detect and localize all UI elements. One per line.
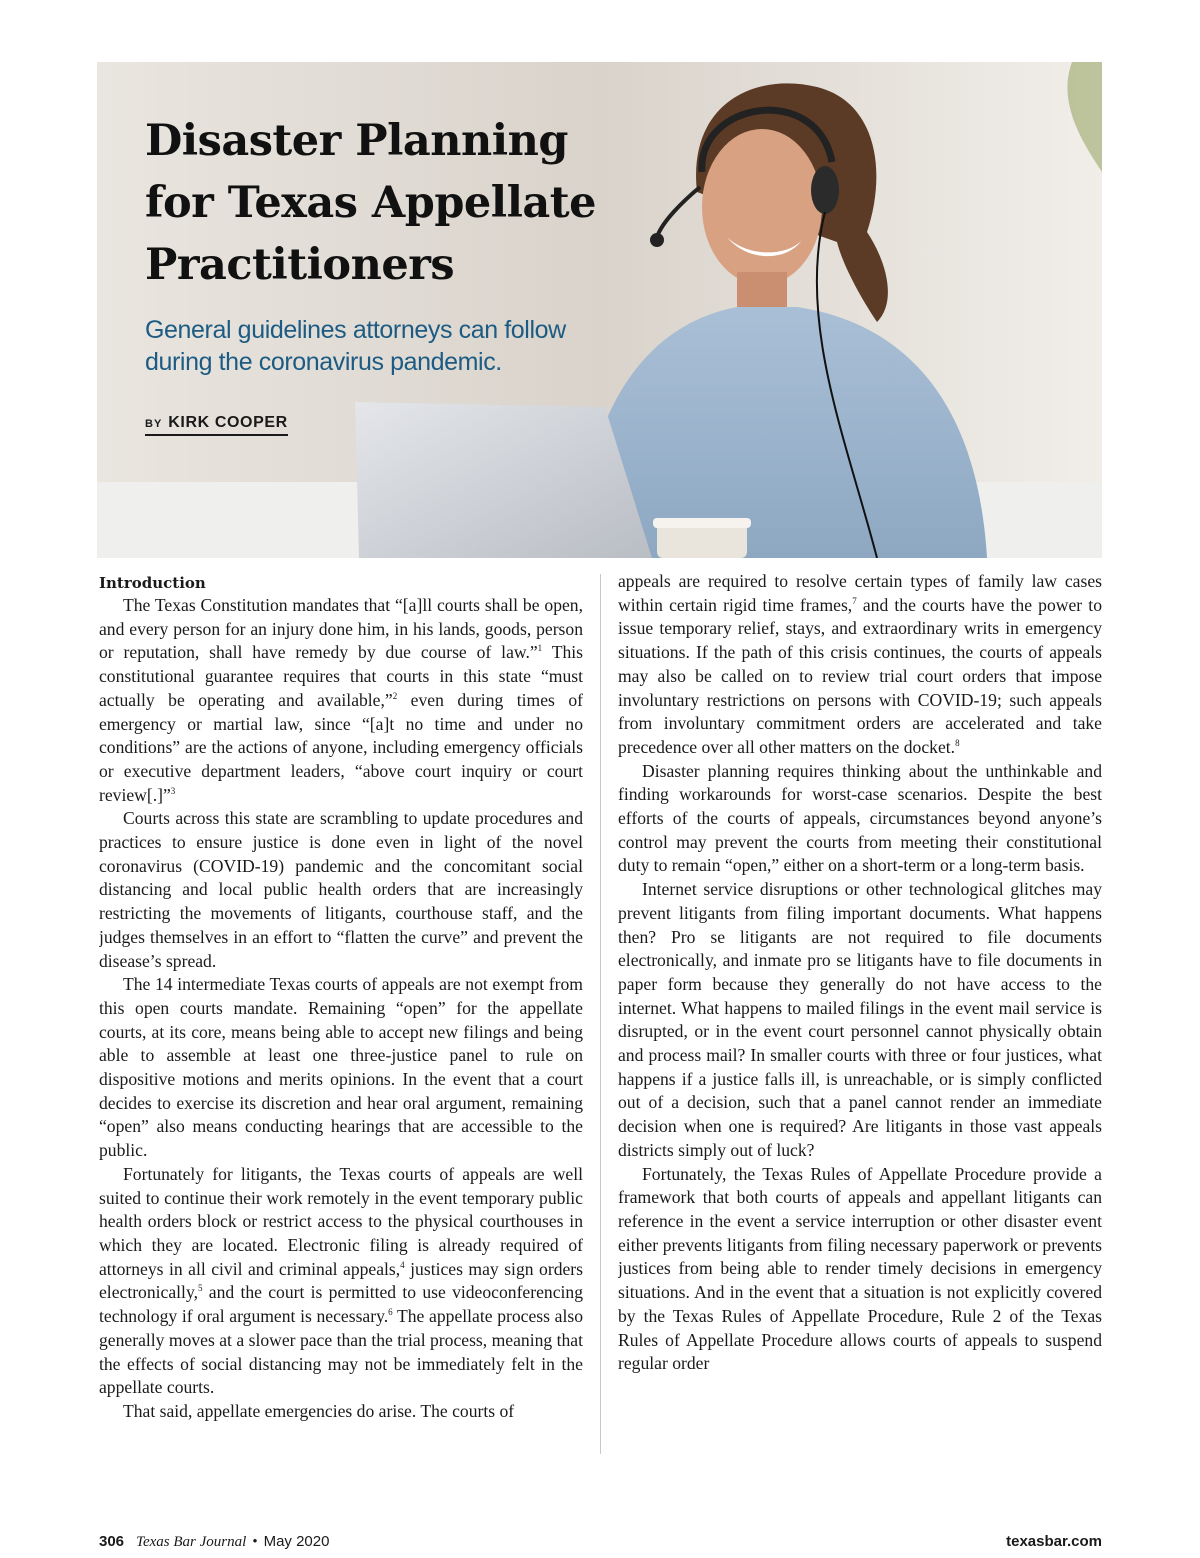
issue-date: May 2020 (263, 1533, 330, 1550)
paragraph: Disaster planning requires thinking about the unthinkable and finding workarounds for worst-case scenarios. Despite the best efforts of the courts of appeals, circumstances beyond anyone’s control may prevent the courts from meeting their constitutional duty to remain “open,” either on a short-term or a long-term basis. (618, 760, 1102, 876)
paragraph: That said, appellate emergencies do arise. The courts of (123, 1400, 515, 1421)
hero-image (97, 62, 1102, 558)
paragraph: Internet service disruptions or other technological glitches may prevent litigants from filing important documents. What happens then? Pro se litigants are not required to file documents electronically, and inmate pro se litigants have to file documents in paper form because they generally do not have access to the internet. What happens to mailed filings in the event mail service is disrupted, or in the event court personnel cannot physically obtain and process mail? In smaller courts with three or four justices, what happens if a justice falls ill, is unreachable, or is simply conflicted out of a decision, such that a panel cannot render an immediate decision when one is required? Are litigants in those vast appeals districts simply out of luck? (618, 879, 1102, 1160)
paragraph: The Texas Constitution mandates that “[a]ll courts shall be open, and every person for an injury done him, in his lands, goods, person or reputation, shall have remedy by due course of law.”$^1$ This constitutional guarantee requires that courts in this state “must actually be operating and available,”$^2$ even during times of emergency or martial law, since “[a]t no time and under no conditions” are the actions of anyone, including emergency officials or executive department leaders, “above court inquiry or court review[.]”$^3$ (99, 595, 583, 805)
footnote-ref: 7 (852, 595, 857, 606)
byline-prefix: BY (145, 418, 163, 430)
footnote-ref: 3 (170, 785, 176, 796)
paragraph: Fortunately, the Texas Rules of Appellate Procedure provide a framework that both courts of appeals and appellant litigants can reference in the event a service interruption or other disaster event either prevents litigants from filing necessary paperwork or prevents justices from being able to render timely decisions in emergency situations. And in the event that a situation is not explicitly covered by the Texas Rules of Appellate Procedure, Rule 2 of the Texas Rules of Appellate Procedure allows courts of appeals to suspend regular order (618, 1163, 1102, 1374)
footnote-ref: 5 (198, 1283, 203, 1294)
paragraph: The 14 intermediate Texas courts of appeals are not exempt from this open courts mandate. Remaining “open” for the appellate courts, at its core, means being able to accept new filings and being able to assemble at least one three-justice panel to rule on dispositive motions and merits opinions. In the event that a court decides to exercise its discretion and hear oral argument, remaining “open” also means conducting hearings that are accessible to the public. (99, 974, 583, 1161)
author-name: KIRK COOPER (168, 414, 288, 431)
page-footer (99, 1530, 1102, 1554)
paragraph: appeals are required to resolve certain types of family law cases within certain rigid time frames,$^7$ and the courts have the power to issue temporary relief, stays, and extraordinary writs in emergency situations. If the path of this crisis continues, the courts of appeals may also be called on to review trial court orders that impose involuntary restrictions on persons with COVID-19; such appeals from involuntary commitment orders are accelerated and take precedence over all other matters on the docket.$^8$ (618, 571, 1102, 757)
bullet-separator: • (252, 1534, 258, 1550)
column-divider (600, 574, 601, 1454)
website-link[interactable]: texasbar.com (1006, 1533, 1102, 1550)
page-number: 306 (99, 1533, 125, 1550)
article-title: Disaster Planning for Texas Appellate Practitioners (145, 116, 597, 290)
headline-block (145, 110, 615, 436)
footnote-ref: 1 (537, 643, 543, 654)
footnote-ref: 4 (400, 1259, 405, 1270)
article-subtitle: General guidelines attorneys can follow during the coronavirus pandemic. (145, 316, 566, 376)
byline (145, 414, 288, 436)
footnote-ref: 2 (392, 690, 398, 701)
footnote-ref: 6 (388, 1307, 393, 1318)
body-column-right (618, 570, 1102, 1460)
footnote-ref: 8 (955, 737, 960, 748)
section-heading: Introduction (99, 574, 206, 592)
body-column-left (99, 570, 583, 1460)
journal-name: Texas Bar Journal (136, 1534, 247, 1550)
paragraph: Courts across this state are scrambling to update procedures and practices to ensure justice is done even in light of the novel coronavirus (COVID-19) pandemic and the concomitant social distancing and local public health orders that are increasingly restricting the movements of litigants, courthouse staff, and the judges themselves in an effort to “flatten the curve” and prevent the disease’s spread. (99, 808, 583, 971)
paragraph: Fortunately for litigants, the Texas courts of appeals are well suited to continue their work remotely in the event temporary public health orders block or restrict access to the physical courthouses in which they are located. Electronic filing is already required of attorneys in all civil and criminal appeals,$^4$ justices may sign orders electronically,$^5$ and the court is permitted to use videoconferencing technology if oral argument is necessary.$^6$ The appellate process also generally moves at a slower pace than the trial process, meaning that the effects of social distancing may not be immediately felt in the appellate courts. (99, 1163, 583, 1398)
